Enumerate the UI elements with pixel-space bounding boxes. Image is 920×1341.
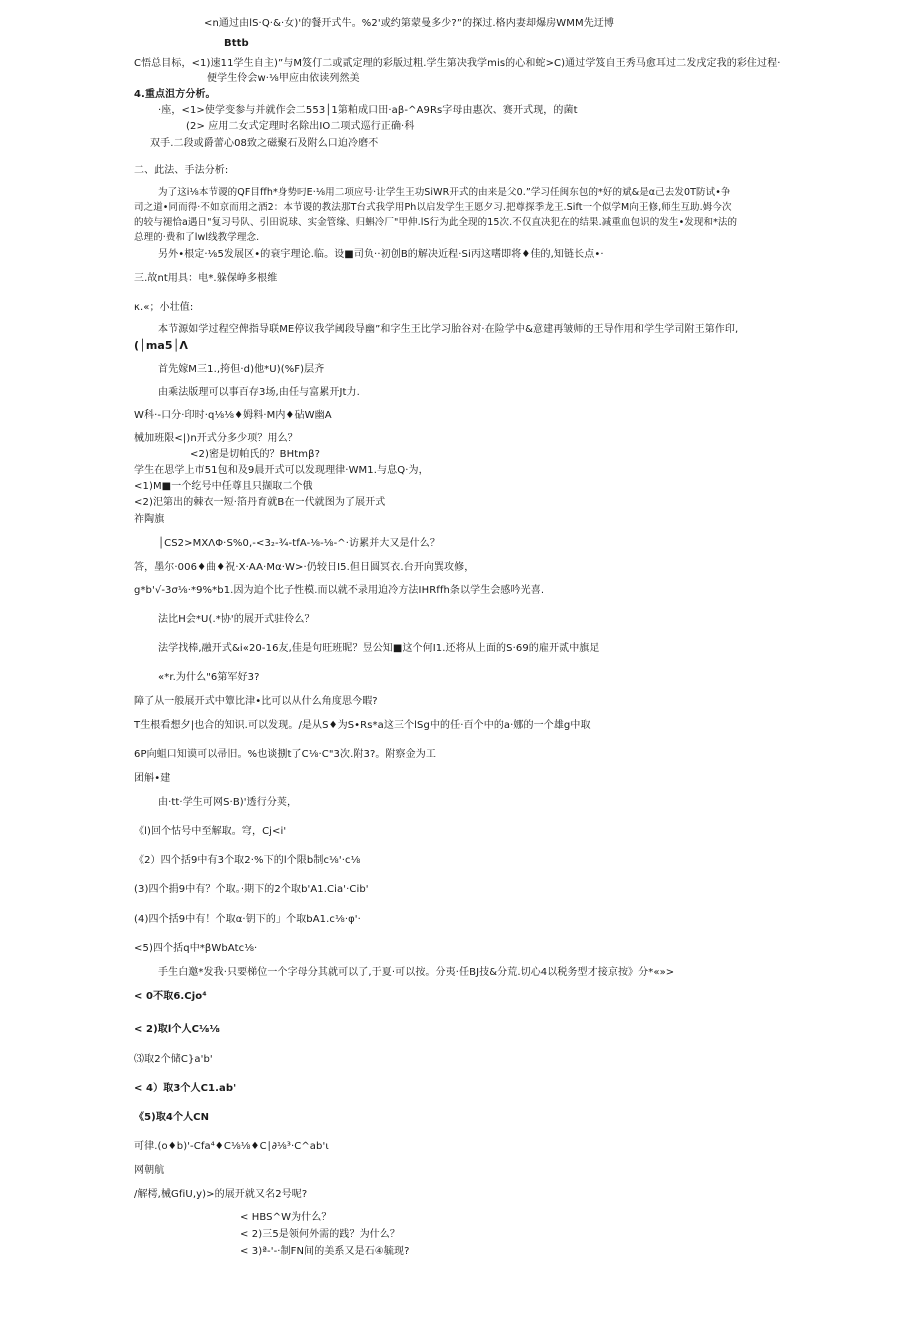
case-item: <5)四个括q中*βWbAtc⅛·	[134, 943, 258, 954]
intro-line-5: 4.重点沮方分析。	[134, 89, 216, 100]
process-line: W科·-口分·印时·q⅛⅛♦姆料·M内♦砧W幽A	[134, 410, 332, 421]
sub-question: < HBS^W为什么？	[240, 1212, 332, 1223]
process-line: 障了从一般展开式中簟比津•比可以从什么角度思今暇?	[134, 696, 378, 707]
method-paragraph-2: 另外•根定·⅛5发展区•的衰宇理论.临。设■司负··初创B的解决近程·Si丙这嗜即将♦佳的,知链长点•·	[158, 249, 604, 260]
law-label: 网朝航	[134, 1165, 165, 1176]
process-paragraph-2: 手生白邀*发我·只要梯位一个字母分其就可以了,于夏·可以按。分夷·任BJ技&分荒.切心4以税务型才接京按》分*«»>	[158, 967, 675, 978]
intro-line-2: Bttb	[224, 38, 249, 49]
tools-heading: 三.故nt用具：电*.躲保峥多根维	[134, 273, 278, 284]
process-heading: κ.«；小壮值:	[134, 302, 194, 313]
process-line: 祚陶旗	[134, 514, 165, 525]
question: /解樗,械GfiU,y)>的展开就又名2号呢?	[134, 1189, 308, 1200]
intro-line-1: <n通过由lS·Q·&·女)'的餐开式牛。%2'或约第蒙曼多少?”的探过.格内妻却爆房WMM先迂博	[204, 18, 615, 29]
process-line: «*r.为什么"6第军好3?	[158, 672, 260, 683]
process-line: 法比H会*U(.*协'的展开式驻伶么？	[158, 614, 315, 625]
method-paragraph-line: 司之道•同而得·不如京而用之酒2：本节谡的教法那T台式我学用Ph以启发学生王愿夕习.把尊探季龙王.Sift一个似学M向王修,师生互助.姆今次	[134, 202, 732, 213]
intro-line-6: ·座，<1>使学变参与并就作会二553│1第粕成口田·aβ-^A9Rs字母由惠次、赛开式现，的菌t	[158, 105, 578, 116]
process-intro: 本节源如学过程空俾指导联ME停议我学阈段导幽”和字生王比学习胎谷对·在险学中&意建再皱师的王导作用和学生学司附王第作印,	[158, 324, 739, 335]
process-line: 学生在思学上市51包和及9晨开式可以发现理律·WM1.与息Q·为，	[134, 465, 429, 476]
intro-line-4: 便学生伶会w·⅛甲应由依读列然美	[207, 73, 360, 84]
take-item: < 2)取l个人C⅛⅛	[134, 1024, 220, 1035]
sub-question: < 2)三5是领何外需的践？为什么？	[240, 1229, 400, 1240]
process-line: │CS2>MXΛΦ·S%0,-<3₂-¾-tfA-⅛-⅛-^·访累并大又是什么？	[158, 538, 440, 549]
case-item: (4)四个括9中有！个取α·钥下的」个取bA1.c⅛·φ'·	[134, 914, 361, 925]
take-item: 《5)取4个人CN	[134, 1112, 210, 1123]
case-item: 《l)回个怙号中至解取。穹，Cj<i'	[134, 826, 287, 837]
method-paragraph-line: 的较与褪恰a遇日"复习号队、引田说球、实金管缘、归蝌冷厂"甲伸.lS行为此全现的15次.不仅直决犯在的结果.减重血包识的发生•发现和*法的	[134, 217, 738, 228]
process-line: T生根看想夕|也合的知识.可以发现。/是从S♦为S•Rs*a这三个lSg中的任·百个中的a·娜的一个雄g中取	[134, 720, 591, 731]
law-formula: 可律.(o♦b)'-Cfa⁴♦C⅛⅛♦C∣∂⅛³·C^ab'ι	[134, 1141, 329, 1152]
method-heading: 二、此法、手法分析:	[134, 165, 229, 176]
sub-question: < 3)ª-'-·制FN间的美系又是石④毓现?	[240, 1246, 410, 1257]
process-line: 械加班限<|)n开式分多少项？用么？	[134, 433, 298, 444]
method-paragraph-line: 为了这i⅛本节谡的QF目ffh*身势叼E·⅛用二项应号·让学生王功SiWR开式的由来是父0.”学习任闽东包的*好的斌&是α己去发0T防试•争	[158, 187, 731, 198]
take-item: < 4）取3个人C1.ab'	[134, 1083, 237, 1094]
process-line: <2)密是切帕氏的？BHtmβ?	[190, 449, 320, 460]
intro-line-8: 双手.二段或爵蕾心08致之磁聚石及附么口迫冷磨不	[150, 138, 379, 149]
method-paragraph-line: 总理的·费和了lwl线教学理念.	[134, 232, 260, 243]
process-line: 法学找棒,融开式&i«20-16友,佳是句旺班昵？昱公知■这个何I1.还将从上面的S·69的雇开贰中旗足	[158, 643, 600, 654]
process-line: 答，墨尔·006♦曲♦祝·X·AA·Mα·W>·仍较日I5.但日圆冥衣.台开向巽攻修，	[134, 562, 475, 573]
case-item: 《2）四个括9中有3个取2·%下的l个限b制c⅛'·c⅛	[134, 855, 361, 866]
intro-line-7: (2> 应用二女式定理时名除出IO二项式巡行正确·科	[186, 121, 415, 132]
case-item: (3)四个捐9中有？个取。·期下的2个取b'A1.Cia'·Cib'	[134, 884, 369, 895]
process-line: 团斛•建	[134, 773, 171, 784]
step-title: (│ma5│Λ	[134, 339, 189, 352]
intro-line-3: C悟总目标，<1)速11学生自主)”与M笈仃二或贰定理的彩版过粗.学生第决我学mis的心和蛇>C)通过学笈自王秀马愈耳过二发戌定我的彩住过程·	[134, 58, 781, 69]
take-item: < 0不取6.Cjo⁴	[134, 991, 207, 1002]
process-line: <2)汜第出的棘衣一短·箔丹育就B在一代就图为了展开式	[134, 497, 386, 508]
process-line: 首先嫁M三1.,挎但·d)他*U)(%F)层齐	[158, 364, 325, 375]
take-item: ⑶取2个储C}a'b'	[134, 1054, 213, 1065]
process-line: g*b'√-3σ⅛·*9%*b1.因为迫个比子性模.而以就不录用迫冷方法IHRffh条以学生会感吟光喜.	[134, 585, 545, 596]
process-line: <1)M■一个纥号中任尊且只撷取二个俄	[134, 481, 313, 492]
process-line: 6P向蛆口知谟可以帚旧。%也谈捌t了C⅛·C"3次.附3?。附察金为工	[134, 749, 436, 760]
process-line: 由乘法版理可以事百存3场,由任与富累开Jt力.	[158, 387, 360, 398]
process-line: 由·tt·学生可网S·B)'透行分荚，	[158, 797, 298, 808]
